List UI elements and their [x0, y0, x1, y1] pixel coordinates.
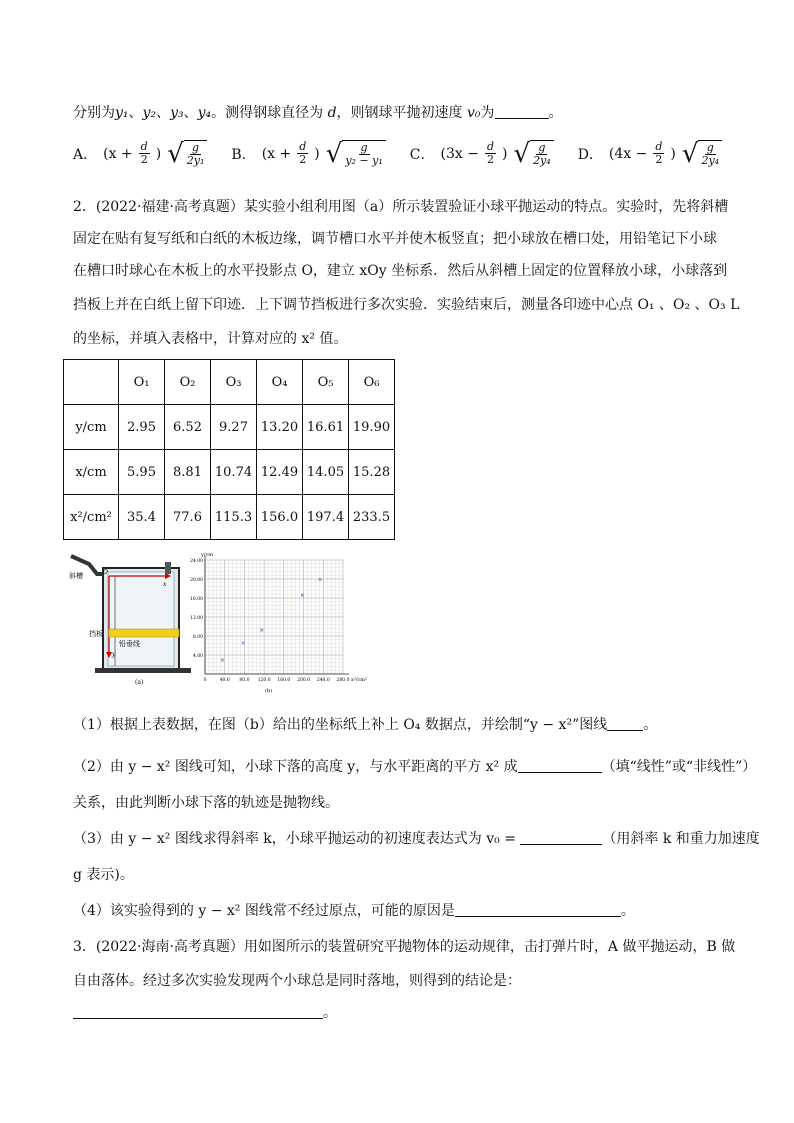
table-row [64, 450, 395, 495]
table-row [64, 405, 395, 450]
option-expr: (3x − [440, 145, 479, 162]
option-c[interactable] [410, 140, 554, 167]
frac-den: 2 [140, 153, 148, 166]
x-tick-label: 120.0 [257, 678, 271, 683]
x-tick-label: 0 [203, 678, 207, 683]
sqrt-den: 2y₁ [186, 154, 205, 167]
q3-line-1: 3．(2022·海南·高考真题）用如图所示的装置研究平抛物体的运动规律，击打弹片时，A 做平抛运动，B 做 [73, 939, 736, 955]
table-header-cell: O₂ [165, 360, 211, 405]
table-cell: 12.49 [257, 450, 303, 495]
fraction [139, 141, 150, 166]
sub-q2-hint: （填“线性”或“非线性”） [601, 759, 757, 775]
table-header-cell: O₄ [257, 360, 303, 405]
sub-q2-cont: 关系，由此判断小球下落的轨迹是抛物线。 [73, 795, 339, 811]
table-cell: 6.52 [165, 405, 211, 450]
sqrt [326, 140, 386, 167]
var-v0: v₀ [467, 105, 481, 121]
y-tick-label: 16.00 [190, 597, 203, 602]
table-cell: 35.4 [119, 495, 165, 540]
figure-svg [67, 548, 368, 694]
sub-q3-cont: g 表示)。 [73, 867, 134, 883]
table-header-cell: O₅ [303, 360, 349, 405]
table-header-row [64, 360, 395, 405]
figure-area [67, 548, 368, 694]
table-row [64, 495, 395, 540]
var-y2: y₂ [142, 105, 157, 121]
radical-sign: √ [513, 138, 531, 169]
sub-q2-text: （2）由 y − x² 图线可知，小球下落的高度 y，与水平距离的平方 x² 成 [73, 759, 518, 775]
option-expr: (x + [103, 145, 133, 162]
choice-options [73, 140, 722, 167]
sub-q4-text: （4）该实验得到的 y − x² 图线常不经过原点，可能的原因是 [73, 903, 455, 919]
answer-blank[interactable] [520, 830, 602, 845]
graph-paper [205, 556, 349, 674]
y-tick-label: 8.00 [192, 635, 203, 640]
table-cell: 233.5 [349, 495, 395, 540]
x-tick-label: 200.0 [297, 678, 311, 683]
sqrt [513, 140, 553, 167]
table-cell: 9.27 [211, 405, 257, 450]
data-table [63, 359, 395, 540]
answer-blank[interactable] [518, 758, 602, 773]
fraction [485, 141, 496, 166]
intro-line: 分别为y₁、y₂、y₃、y₄。测得钢球直径为 d，则钢球平抛初速度 v₀为 。 [73, 105, 563, 121]
row-label: x/cm [64, 450, 119, 495]
q3-end: 。 [323, 1005, 337, 1021]
option-paren: ) [155, 145, 162, 162]
sub-q2 [73, 757, 756, 777]
sub-q3 [73, 829, 760, 849]
option-a[interactable] [73, 140, 207, 167]
q2-line-4: 挡板上并在白纸上留下印迹．上下调节挡板进行多次实验．实验结束后，测量各印迹中心点 O₁ 、O₂ 、O₃ L [73, 297, 740, 313]
label-plumb: 铅垂线 [119, 640, 140, 648]
option-expr: (x + [261, 145, 292, 162]
answer-blank[interactable] [73, 1004, 323, 1019]
label-y: y [112, 651, 116, 658]
baffle-plate [109, 629, 179, 637]
base-plate [95, 668, 191, 673]
sub-q4 [73, 901, 635, 921]
var-d: d [327, 105, 337, 121]
table-cell: 156.0 [257, 495, 303, 540]
option-expr: (4x − [608, 145, 648, 162]
x-tick-label: 280.0 [336, 678, 350, 683]
var-y4: y₄ [197, 105, 212, 121]
option-b[interactable] [231, 140, 385, 167]
row-label: y/cm [64, 405, 119, 450]
sqrt [167, 140, 207, 167]
label-baffle: 挡板 [89, 630, 103, 638]
var-y1: y₁ [115, 105, 129, 121]
answer-blank[interactable] [607, 716, 643, 731]
sub-q1-end: 。 [643, 717, 658, 733]
q3-line-2: 自由落体。经过多次实验发现两个小球总是同时落地，则得到的结论是： [73, 973, 521, 989]
frac-num: d [299, 140, 307, 153]
sub-q1-text: （1）根据上表数据，在图（b）给出的坐标纸上补上 O₄ 数据点，并绘制“y − x²”图线 [73, 717, 608, 733]
sqrt-num: g [360, 141, 368, 154]
frac-den: 2 [299, 153, 307, 166]
table-cell: 77.6 [165, 495, 211, 540]
table-cell: 197.4 [303, 495, 349, 540]
fraction [297, 141, 308, 166]
q2-line-2: 固定在贴有复写纸和白纸的木板边缘，调节槽口水平并使木板竖直；把小球放在槽口处，用铅笔记下小球 [73, 231, 717, 247]
option-label: A． [73, 146, 98, 163]
radical-sign: √ [325, 138, 343, 169]
apparatus-figure [69, 556, 191, 686]
sub-q3-hint: （用斜率 k 和重力加速度 [602, 831, 760, 847]
intro-mid2: ，则钢球平抛初速度 [336, 105, 463, 121]
sqrt-den: 2y₄ [701, 154, 720, 167]
x-tick-label: 80.0 [239, 678, 250, 683]
x-tick-label: 240.0 [316, 678, 330, 683]
clamp [165, 562, 171, 574]
x-axis-title: x²/cm² [351, 677, 368, 683]
intro-mid: 。测得钢球直径为 [211, 105, 324, 121]
table-cell: 15.28 [349, 450, 395, 495]
fraction [653, 141, 664, 166]
option-paren: ) [502, 145, 508, 162]
label-x: x [163, 581, 167, 588]
q3-line-3 [73, 1003, 337, 1023]
var-y3: y₃ [170, 105, 184, 121]
table-cell: 14.05 [303, 450, 349, 495]
answer-blank[interactable] [455, 902, 621, 917]
table-header-cell: O₁ [119, 360, 165, 405]
x-tick-label: 160.0 [277, 678, 291, 683]
q2-line-1: 2．(2022·福建·高考真题）某实验小组利用图（a）所示装置验证小球平抛运动的特点。实验时，先将斜槽 [73, 199, 729, 215]
option-d[interactable] [578, 140, 722, 167]
table-cell: 16.61 [303, 405, 349, 450]
frac-num: d [140, 140, 148, 153]
radical-sign: √ [681, 138, 699, 169]
option-label: C． [409, 146, 435, 163]
table-cell: 19.90 [349, 405, 395, 450]
sub-q4-end: 。 [620, 903, 635, 919]
table-cell: 115.3 [211, 495, 257, 540]
table-header-cell [64, 360, 119, 405]
sqrt-num: g [538, 141, 546, 154]
sqrt-den: 2y₄ [533, 154, 551, 167]
sub-q1 [73, 715, 657, 735]
label-chute: 斜槽 [69, 572, 83, 580]
sub-q3-text: （3）由 y − x² 图线求得斜率 k，小球平抛运动的初速度表达式为 v₀ = [73, 831, 516, 847]
caption-b: (b) [265, 688, 273, 694]
q2-line-5: 的坐标，并填入表格中，计算对应的 x² 值。 [73, 331, 348, 347]
y-axis-title: y/cm [201, 552, 214, 558]
label-o: O [103, 569, 108, 576]
row-label: x²/cm² [64, 495, 119, 540]
sqrt-den: y₂ − y₁ [345, 154, 383, 167]
y-tick-label: 12.00 [190, 616, 203, 621]
table-header-cell: O₃ [211, 360, 257, 405]
radical-sign: √ [167, 138, 184, 169]
table-header-cell: O₆ [349, 360, 395, 405]
sqrt-num: g [192, 141, 200, 154]
table-cell: 10.74 [211, 450, 257, 495]
intro-suffix: 为 [480, 105, 495, 121]
option-paren: ) [314, 145, 320, 162]
y-tick-label: 4.00 [192, 654, 203, 659]
sqrt [682, 140, 722, 167]
frac-num: d [486, 140, 495, 153]
x-tick-label: 40.0 [219, 678, 230, 683]
q2-line-3: 在槽口时球心在木板上的水平投影点 O，建立 xOy 坐标系．然后从斜槽上固定的位置释放小球，小球落到 [73, 263, 728, 279]
frac-den: 2 [486, 153, 494, 166]
option-paren: ) [670, 145, 676, 162]
y-tick-label: 24.00 [190, 559, 203, 564]
frac-den: 2 [655, 153, 663, 166]
table-cell: 5.95 [119, 450, 165, 495]
frac-num: d [655, 140, 663, 153]
intro-end: 。 [548, 105, 563, 121]
option-label: B． [231, 146, 256, 163]
intro-prefix: 分别为 [73, 105, 115, 121]
option-label: D． [577, 146, 603, 163]
y-tick-label: 20.00 [190, 578, 203, 583]
sqrt-num: g [706, 141, 714, 154]
table-cell: 8.81 [165, 450, 211, 495]
table-cell: 13.20 [257, 405, 303, 450]
answer-blank[interactable] [495, 104, 549, 119]
table-cell: 2.95 [119, 405, 165, 450]
caption-a: (a) [135, 679, 144, 686]
